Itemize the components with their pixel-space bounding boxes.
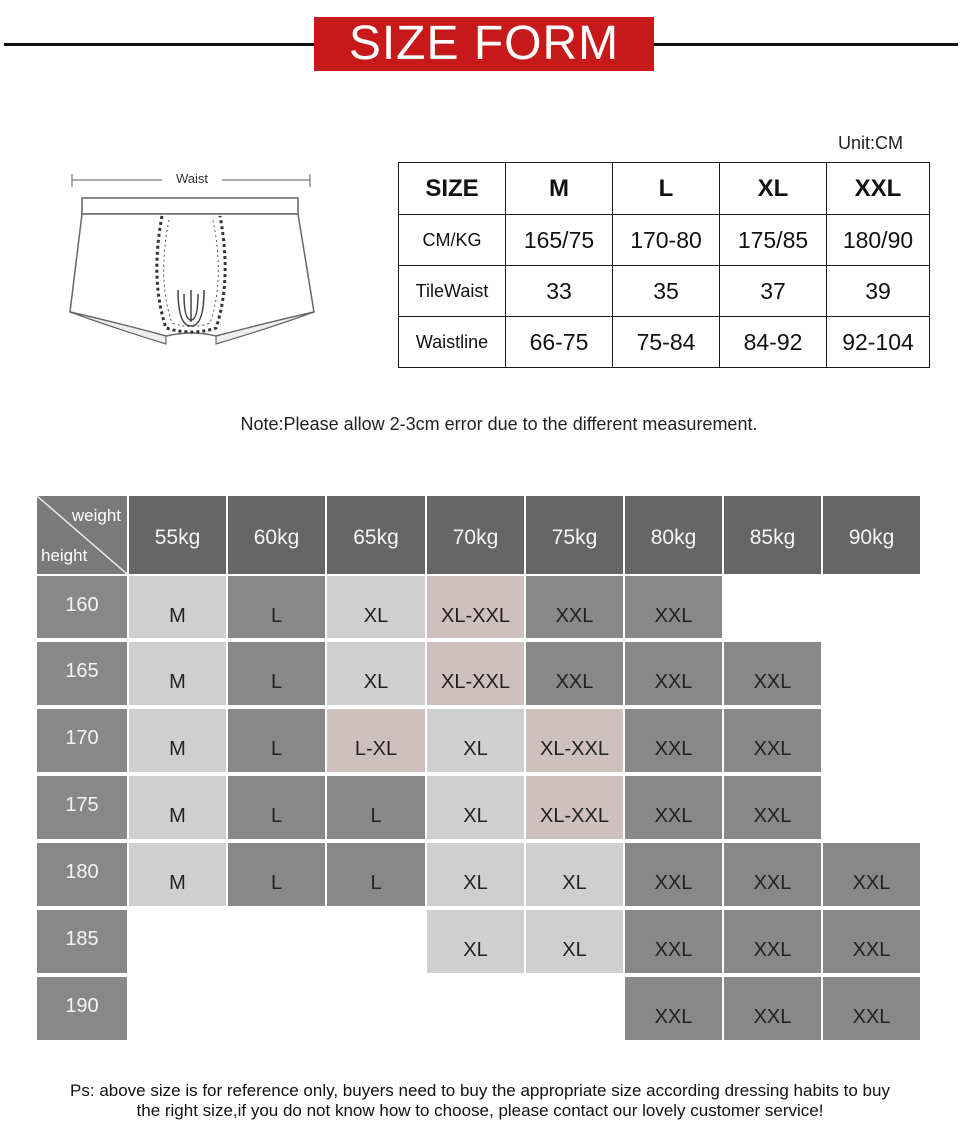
size-cell: XL-XXL: [526, 709, 623, 772]
table-cell: 170-80: [613, 215, 720, 266]
size-cell: XXL: [724, 910, 821, 973]
table-cell: 66-75: [506, 317, 613, 368]
table-row: [399, 317, 930, 368]
table-cell: 37: [720, 266, 827, 317]
corner-height-label: height: [41, 546, 88, 565]
unit-label: Unit:CM: [838, 133, 904, 153]
weight-header-cell: 60kg: [228, 496, 325, 574]
table-cell: 175/85: [720, 215, 827, 266]
weight-header-cell: 80kg: [625, 496, 722, 574]
header-rule-right: [652, 43, 958, 46]
ps-line: Ps: above size is for reference only, buyers need to buy the appropriate size according dressing habits to buy: [70, 1081, 890, 1100]
size-cell: XXL: [724, 977, 821, 1040]
height-header-cell: 180: [37, 843, 127, 906]
size-cell: L: [228, 843, 325, 906]
size-header-cell: XL: [720, 163, 827, 215]
size-cell: XXL: [625, 776, 722, 839]
size-cell: [724, 576, 821, 638]
waist-label: Waist: [175, 171, 209, 186]
size-cell: XL-XXL: [427, 576, 524, 638]
ps-note: [0, 1081, 960, 1121]
size-cell: [129, 977, 226, 1040]
size-cell: XXL: [625, 910, 722, 973]
size-header-cell: SIZE: [399, 163, 506, 215]
size-cell: M: [129, 776, 226, 839]
size-cell: XXL: [724, 709, 821, 772]
weight-header-cell: 55kg: [129, 496, 226, 574]
size-cell: XXL: [526, 642, 623, 705]
weight-header-cell: 85kg: [724, 496, 821, 574]
size-cell: [427, 977, 524, 1040]
weight-header-cell: 90kg: [823, 496, 920, 574]
size-cell: XXL: [823, 977, 920, 1040]
table-row: [399, 266, 930, 317]
size-cell: [823, 709, 920, 772]
size-cell: [823, 642, 920, 705]
size-cell: XXL: [526, 576, 623, 638]
size-cell: XL: [427, 776, 524, 839]
row-label: Waistline: [399, 317, 506, 368]
weight-header-cell: 70kg: [427, 496, 524, 574]
size-cell: XXL: [625, 576, 722, 638]
size-cell: XL-XXL: [526, 776, 623, 839]
size-cell: M: [129, 843, 226, 906]
size-cell: XXL: [823, 843, 920, 906]
size-cell: [526, 977, 623, 1040]
size-cell: L: [327, 843, 425, 906]
size-table-header: [399, 163, 930, 215]
size-cell: XL: [526, 910, 623, 973]
size-cell: XL: [427, 843, 524, 906]
height-header-cell: 160: [37, 576, 127, 638]
table-cell: 39: [827, 266, 930, 317]
size-header-cell: L: [613, 163, 720, 215]
size-cell: [129, 910, 226, 973]
size-cell: XXL: [724, 843, 821, 906]
corner-weight-label: weight: [71, 506, 121, 525]
size-cell: L: [228, 776, 325, 839]
ps-line: the right size,if you do not know how to choose, please contact our lovely customer service!: [136, 1101, 824, 1120]
size-cell: XXL: [625, 843, 722, 906]
height-header-cell: 185: [37, 910, 127, 973]
table-cell: 84-92: [720, 317, 827, 368]
size-cell: XXL: [823, 910, 920, 973]
size-cell: [823, 576, 920, 638]
table-row: [399, 215, 930, 266]
size-cell: XL-XXL: [427, 642, 524, 705]
size-cell: L-XL: [327, 709, 425, 772]
table-cell: 165/75: [506, 215, 613, 266]
size-cell: [228, 977, 325, 1040]
size-cell: XXL: [625, 642, 722, 705]
measurement-note: Note:Please allow 2-3cm error due to the different measurement.: [240, 414, 758, 434]
weight-header-cell: 75kg: [526, 496, 623, 574]
boxer-drawing-icon: [44, 140, 344, 380]
table-cell: 92-104: [827, 317, 930, 368]
size-cell: XXL: [625, 977, 722, 1040]
table-cell: 75-84: [613, 317, 720, 368]
table-cell: 180/90: [827, 215, 930, 266]
height-header-cell: 165: [37, 642, 127, 705]
size-cell: M: [129, 709, 226, 772]
size-header-cell: XXL: [827, 163, 930, 215]
size-cell: XXL: [625, 709, 722, 772]
size-cell: M: [129, 642, 226, 705]
size-cell: XXL: [724, 776, 821, 839]
row-label: TileWaist: [399, 266, 506, 317]
corner-header-cell: [37, 496, 127, 574]
size-cell: [823, 776, 920, 839]
size-cell: XL: [327, 642, 425, 705]
size-cell: M: [129, 576, 226, 638]
row-label: CM/KG: [399, 215, 506, 266]
height-header-cell: 175: [37, 776, 127, 839]
size-cell: XXL: [724, 642, 821, 705]
size-cell: XL: [526, 843, 623, 906]
table-cell: 35: [613, 266, 720, 317]
height-header-cell: 170: [37, 709, 127, 772]
size-cell: [228, 910, 325, 973]
size-cell: [327, 977, 425, 1040]
weight-header-cell: 65kg: [327, 496, 425, 574]
size-cell: L: [228, 576, 325, 638]
size-cell: L: [228, 642, 325, 705]
header-rule-left: [4, 43, 318, 46]
boxer-illustration: [44, 140, 344, 380]
size-cell: XL: [327, 576, 425, 638]
size-cell: XL: [427, 709, 524, 772]
table-cell: 33: [506, 266, 613, 317]
size-header-cell: M: [506, 163, 613, 215]
size-cell: [327, 910, 425, 973]
page-title: SIZE FORM: [314, 17, 654, 71]
height-header-cell: 190: [37, 977, 127, 1040]
size-cell: L: [327, 776, 425, 839]
size-table: [398, 162, 930, 368]
size-cell: L: [228, 709, 325, 772]
size-cell: XL: [427, 910, 524, 973]
